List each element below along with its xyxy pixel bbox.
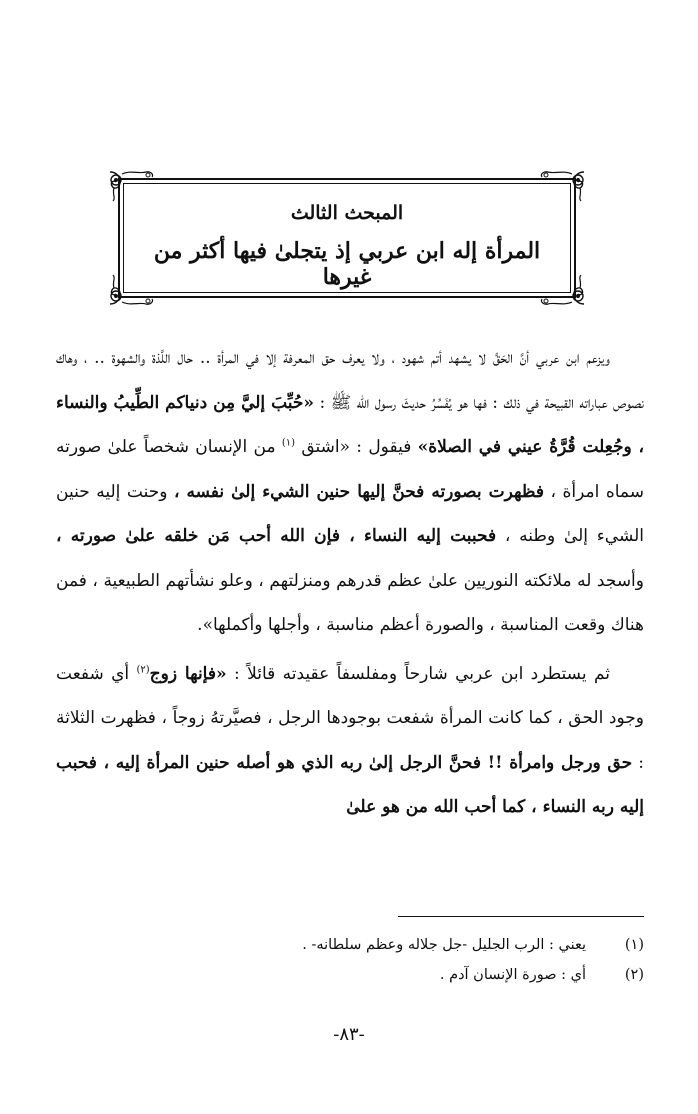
page-number: -٨٣- [333, 1024, 365, 1045]
text-run: وحنت إليه حنين الشيء إلىٰ وطنه ، [56, 481, 645, 546]
bold-quote: حق ورجل وامرأة !! فحنَّ الرجل إلىٰ ربه الذي هو أصله حنين المرأة إليه ، فحبب إليه ربه النساء ، كما أحب الله من هو علىٰ [56, 752, 644, 817]
section-subtitle: المرأة إله ابن عربي إذ يتجلىٰ فيها أكثر من غيرها [153, 238, 541, 290]
footnote-number: (٢) [624, 967, 644, 983]
footnote-text: أي : صورة الإنسان آدم . [439, 967, 586, 983]
paragraph-1 [56, 336, 644, 648]
text-run: ويزعم ابن عربي أنَّ الحَقَّ لا يشهد أتم شهود ، ولا يعرف حق المعرفة إلا في المرأة .. حال اللَّذة والشهوة .. ، وهاك نصوص عباراته القبيحة في ذلك : فها هو يُفَسِّرُ حديثَ رسول الله ﷺ : [56, 348, 644, 413]
paragraph-2 [56, 652, 644, 830]
main-text [56, 336, 644, 830]
bold-quote: فحببت إليه النساء ، فإن الله أحب مَن خلقه علىٰ صورته ، [56, 526, 497, 546]
footnote-separator [398, 916, 644, 917]
text-run: فيقول : «اشتق [295, 437, 418, 457]
text-run: من الإنسان شخصاً علىٰ صورته سماه امرأة ، [56, 437, 644, 502]
footnote-ref-1: (١) [281, 437, 296, 449]
corner-ornament-icon [108, 168, 160, 202]
heading-frame [108, 168, 586, 308]
footnote-item [56, 930, 644, 960]
text-run: وأسجد له ملائكته النوريين علىٰ عظم قدرهم ومنزلتهم ، وعلو نشأتهم الطبيعية ، فمن هناك وقعت المناسبة ، والصورة أعظم مناسبة ، وأجلها وأكملها». [56, 570, 644, 635]
corner-ornament-icon [534, 168, 586, 202]
section-title: المبحث الثالث [290, 202, 404, 224]
footnote-number: (١) [624, 937, 644, 953]
footnotes [56, 930, 644, 990]
footnote-text: يعني : الرب الجليل -جل جلاله وعظم سلطانه- . [302, 937, 586, 953]
bold-quote: «فإنها زوج [149, 663, 227, 684]
text-run: ثم يستطرد ابن عربي شارحاً ومفلسفاً عقيدته قائلاً : [226, 663, 610, 684]
hadith-quote: «حُبِّبَ إليَّ مِن دنياكم الطِّيبُ والنساء ، وجُعِلت قُرَّةُ عيني في الصلاة» [56, 392, 644, 457]
footnote-ref-2: (٢) [136, 663, 150, 675]
footnote-item [56, 960, 644, 990]
text-run: أي شفعت وجود الحق ، كما كانت المرأة شفعت بوجودها الرجل ، فصيَّرتهُ زوجاً ، فظهرت الثلاثة : [56, 663, 644, 773]
bold-quote: فظهرت بصورته فحنَّ إليها حنين الشيء إلىٰ نفسه ، [173, 481, 544, 502]
